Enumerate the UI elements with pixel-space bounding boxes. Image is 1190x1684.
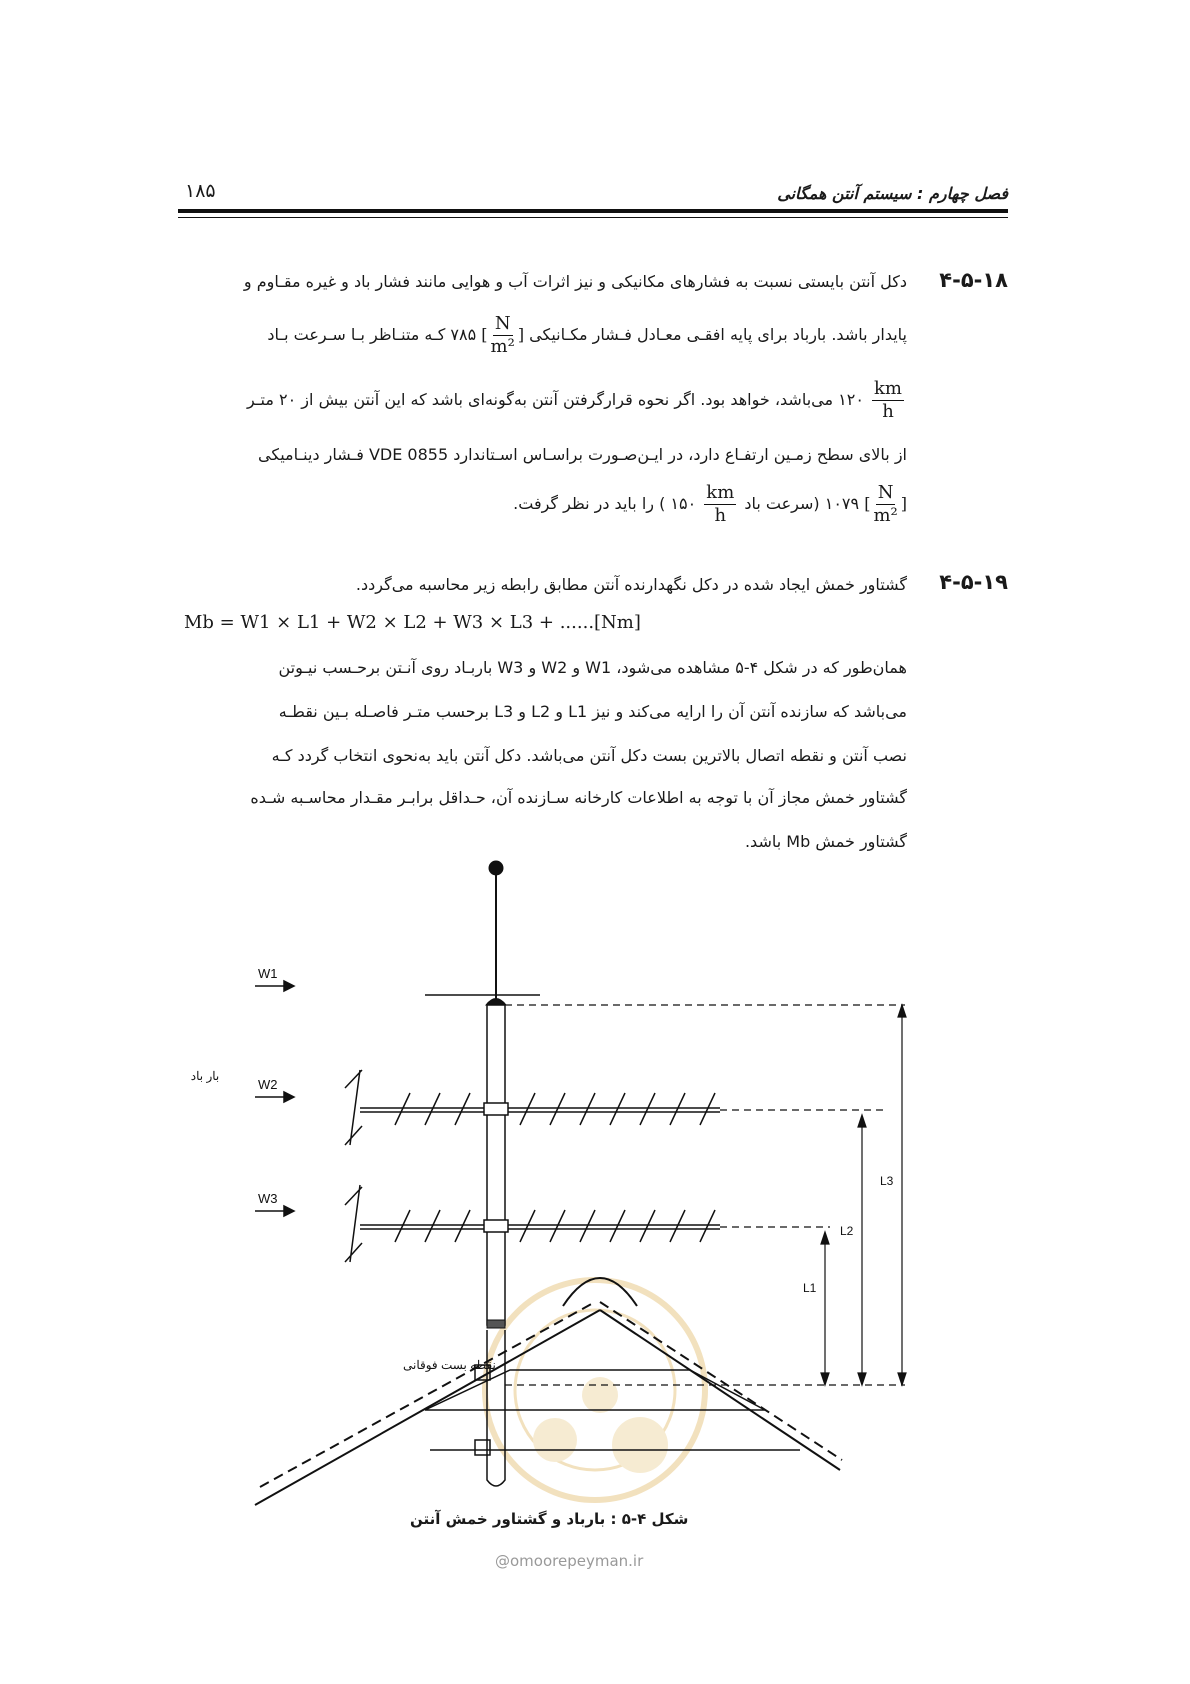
label-upper-clamp: نقطه بست فوقانی xyxy=(403,1358,496,1372)
label-w1: W1 xyxy=(258,966,278,981)
section-18-line-1: دکل آنتن بایستی نسبت به فشارهای مکانیکی و نیز اثرات آب و هوایی مانند فشار باد و غیره مقـاوم و xyxy=(243,272,907,291)
dimension-arrows xyxy=(821,1005,906,1385)
section-18-line-2-a: پایدار باشد. بارباد برای پایه افقـی معـادل فـشار مکـانیکی xyxy=(529,325,907,344)
label-w2: W2 xyxy=(258,1077,278,1092)
section-18-line-3-b: می‌باشد، خواهد بود. اگر نحوه قرارگرفتن آنتن به‌گونه‌ای باشد که این آنتن بیش از ۲۰ متـر xyxy=(247,390,834,409)
page-number: ۱۸۵ xyxy=(185,180,216,202)
section-18-line-4: از بالای سطح زمـین ارتفـاع دارد، در ایـن‌صـورت براسـاس اسـتاندارد VDE 0855 فـشار دینـامیکی xyxy=(258,445,907,464)
antenna-2 xyxy=(345,1185,720,1262)
unit-km-per-h-2: $\frac{km}{h}$ xyxy=(706,482,735,526)
unit-n-per-m2-2: $\frac{N}{\text{m²}}$ xyxy=(873,482,898,526)
header-rule-thin xyxy=(178,217,1008,218)
section-19-line-5: گشتاور خمش Mb باشد. xyxy=(744,832,907,851)
unit-km-per-h: $\frac{km}{h}$ xyxy=(874,378,902,422)
section-18-line-5-b: (سرعت باد xyxy=(744,494,820,513)
section-number-19: ۴-۵-۱۹ xyxy=(939,570,1008,594)
figure-caption: شکل ۴-۵ : بارباد و گشتاور خمش آنتن xyxy=(410,1510,689,1528)
section-18-line-5: [ $\frac{N}{\text{m²}}$ ] ۱۰۷۹ (سرعت باد $\frac{km}{h}$ ۱۵۰ ) را باید در نظر گرفت. xyxy=(513,482,907,526)
wind-arrows xyxy=(255,981,294,1216)
header-rule xyxy=(178,209,1008,213)
reference-lines xyxy=(505,1005,905,1385)
section-18-line-3 xyxy=(247,378,907,423)
section-18-line-5-a: ۱۰۷۹ xyxy=(824,494,860,513)
label-l1: L1 xyxy=(803,1281,817,1295)
section-number-18: ۴-۵-۱۸ xyxy=(939,268,1008,292)
section-18-line-2: پایدار باشد. بارباد برای پایه افقـی معـادل فـشار مکـانیکی [ $\frac{N}{\text{m²}}$ ] ۷۸۵ کـه متنـاظر بـا سـرعت بـاد xyxy=(267,313,907,357)
unit-n-per-m2: $\frac{N}{\text{m²}}$ xyxy=(490,313,515,357)
antenna-figure xyxy=(0,850,1190,1530)
chapter-title: فصل چهارم : سیستم آنتن همگانی xyxy=(777,184,1008,203)
section-19-intro: گشتاور خمش ایجاد شده در دکل نگهدارنده آنتن مطابق رابطه زیر محاسبه می‌گردد. xyxy=(355,575,907,594)
section-18-line-2-b: ۷۸۵ xyxy=(450,325,477,344)
bending-moment-formula: Mb = W1 × L1 + W2 × L2 + W3 × L3 + ......[Nm] xyxy=(184,612,641,633)
section-18-line-3-a: ۱۲۰ xyxy=(838,390,864,409)
section-18-line-5-d: ) را باید در نظر گرفت. xyxy=(513,494,666,513)
roof xyxy=(255,1278,842,1505)
section-18-line-5-c: ۱۵۰ xyxy=(670,494,697,513)
website-watermark: @omoorepeyman.ir xyxy=(495,1552,644,1570)
label-l2: L2 xyxy=(840,1224,854,1238)
label-w3: W3 xyxy=(258,1191,278,1206)
section-18-line-2-c: کـه متنـاظر بـا سـرعت بـاد xyxy=(267,325,446,344)
section-19-line-2: می‌باشد که سازنده آنتن آن را ارایه می‌کند و نیز L1 و L2 و L3 برحسب متـر فاصـله بـین نقطـه xyxy=(278,702,907,721)
antenna-1 xyxy=(345,1070,720,1145)
label-l3: L3 xyxy=(880,1174,894,1188)
section-19-line-4: گشتاور خمش مجاز آن با توجه به اطلاعات کارخانه سـازنده آن، حـداقل برابـر مقـدار محاسـبه شـده xyxy=(250,788,907,807)
label-wind-load: بار باد xyxy=(190,1069,220,1083)
section-19-line-3: نصب آنتن و نقطه اتصال بالاترین بست دکل آنتن می‌باشد. دکل آنتن باید به‌نحوی انتخاب گردد کـه xyxy=(271,746,907,765)
section-19-line-1: همان‌طور که در شکل ۴-۵ مشاهده می‌شود، W1 و W2 و W3 باربـاد روی آنـتن برحـسب نیـوتن xyxy=(278,658,907,677)
